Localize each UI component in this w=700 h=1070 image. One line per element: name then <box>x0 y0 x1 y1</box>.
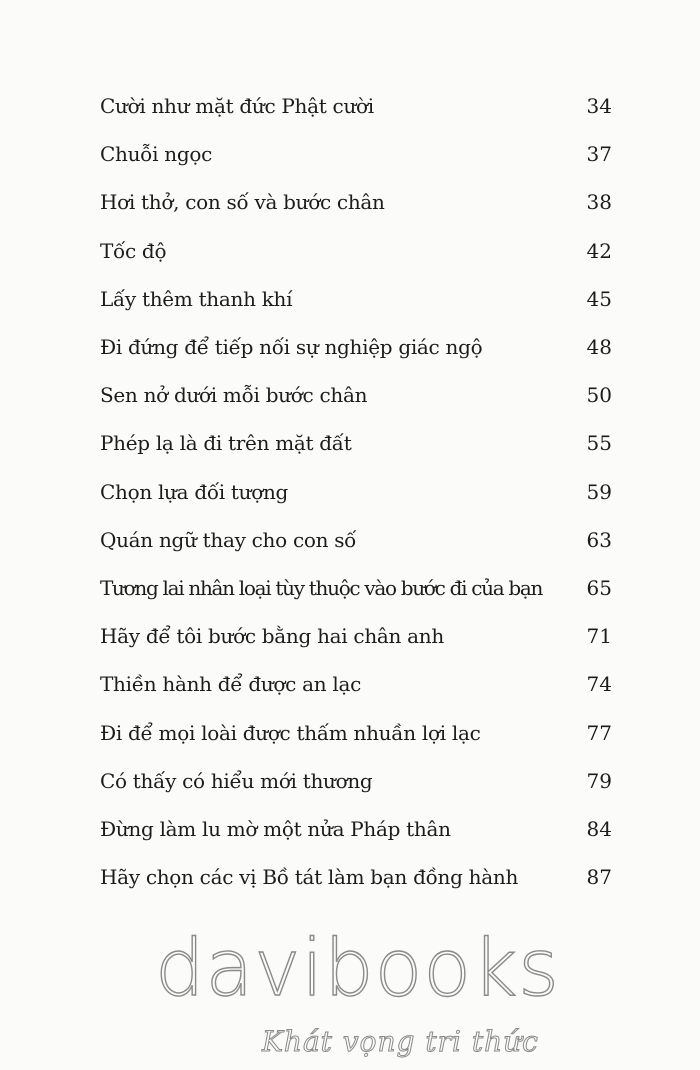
toc-entry-title: Đừng làm lu mờ một nửa Pháp thân <box>100 816 451 841</box>
toc-entry-title: Tương lai nhân loại tùy thuộc vào bước đi của bạn <box>100 575 543 600</box>
toc-entry-page: 71 <box>586 624 612 649</box>
toc-entry-title: Quán ngữ thay cho con số <box>100 527 357 552</box>
toc-entry <box>100 468 612 516</box>
toc-entry-page: 45 <box>586 286 612 311</box>
toc-entry-page: 63 <box>586 527 612 552</box>
toc-entry <box>100 227 612 275</box>
toc-entry-page: 37 <box>586 142 612 167</box>
toc-entry-page: 74 <box>586 672 612 697</box>
toc-entry <box>100 130 612 178</box>
toc-entry-title: Chọn lựa đối tượng <box>100 479 289 504</box>
toc-entry-page: 42 <box>586 238 612 263</box>
toc-entry-title: Đi đứng để tiếp nối sự nghiệp giác ngộ <box>100 335 483 360</box>
toc-entry <box>100 323 612 371</box>
toc-entry-title: Cười như mặt đức Phật cười <box>100 94 374 119</box>
toc-entry-page: 65 <box>586 575 612 600</box>
toc-entry <box>100 708 612 756</box>
toc-entry <box>100 805 612 853</box>
toc-entry-title: Thiền hành để được an lạc <box>100 672 362 697</box>
toc-entry-page: 77 <box>586 720 612 745</box>
toc-entry-title: Hãy để tôi bước bằng hai chân anh <box>100 624 444 649</box>
table-of-contents <box>100 82 612 901</box>
watermark-brand: davibooks <box>155 924 560 1014</box>
toc-entry <box>100 371 612 419</box>
toc-entry <box>100 564 612 612</box>
toc-entry-page: 34 <box>586 94 612 119</box>
toc-entry-title: Hơi thở, con số và bước chân <box>100 190 385 215</box>
toc-entry-page: 50 <box>586 383 612 408</box>
toc-entry-title: Lấy thêm thanh khí <box>100 286 293 311</box>
toc-entry <box>100 660 612 708</box>
toc-entry-title: Có thấy có hiểu mới thương <box>100 768 373 793</box>
toc-entry-page: 55 <box>586 431 612 456</box>
toc-entry <box>100 516 612 564</box>
toc-entry-title: Đi để mọi loài được thấm nhuần lợi lạc <box>100 720 481 745</box>
toc-entry <box>100 419 612 467</box>
toc-entry-page: 87 <box>586 865 612 890</box>
watermark-tagline: Khát vọng tri thức <box>262 1025 539 1058</box>
toc-entry-page: 79 <box>586 768 612 793</box>
toc-entry <box>100 853 612 901</box>
toc-entry-page: 38 <box>586 190 612 215</box>
toc-entry <box>100 612 612 660</box>
toc-entry <box>100 178 612 226</box>
toc-entry-title: Hãy chọn các vị Bồ tát làm bạn đồng hành <box>100 865 519 890</box>
publisher-watermark <box>0 924 700 1070</box>
toc-entry-title: Sen nở dưới mỗi bước chân <box>100 383 368 408</box>
toc-entry-title: Chuỗi ngọc <box>100 142 212 167</box>
toc-entry <box>100 82 612 130</box>
toc-entry <box>100 275 612 323</box>
toc-entry-page: 48 <box>586 335 612 360</box>
toc-entry-title: Tốc độ <box>100 238 167 263</box>
toc-entry <box>100 757 612 805</box>
toc-entry-page: 84 <box>586 816 612 841</box>
toc-entry-page: 59 <box>586 479 612 504</box>
toc-entry-title: Phép lạ là đi trên mặt đất <box>100 431 352 456</box>
